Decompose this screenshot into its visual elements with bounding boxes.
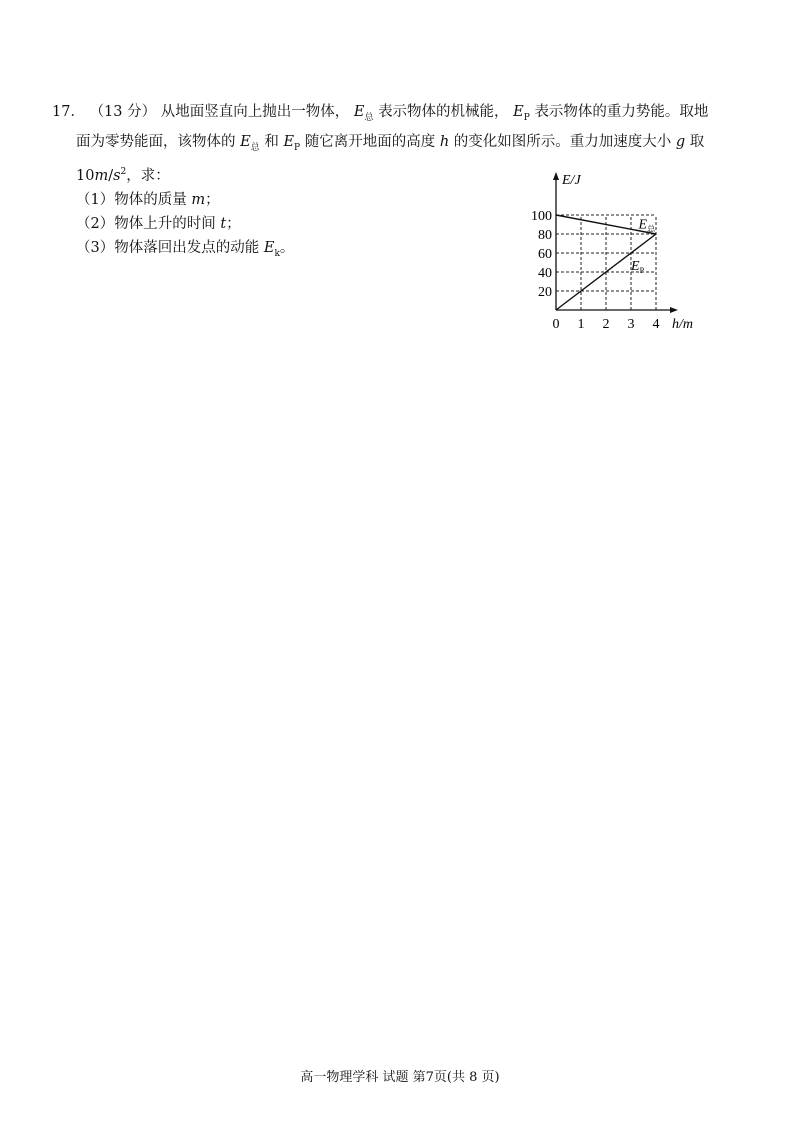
symbol-e-total: E: [240, 133, 251, 150]
unit-exponent: 2: [120, 166, 127, 177]
symbol-e-p: E: [283, 133, 295, 150]
x-axis-arrow: [670, 307, 678, 313]
question-text: 表示物体的机械能，: [378, 104, 509, 120]
symbol-t: t: [220, 215, 227, 232]
question-text: ，求：: [126, 167, 170, 184]
page-footer: 高一物理学科 试题 第7页(共 8 页): [300, 1070, 500, 1085]
y-axis-label: E/J: [562, 173, 581, 188]
symbol-e-total-sub: 总: [364, 112, 374, 123]
y-tick-label: 100: [531, 209, 552, 224]
question-line-1: [52, 100, 752, 130]
symbol-e-total: E: [353, 104, 365, 120]
question-number: 17．: [52, 104, 85, 120]
punctuation: ；: [226, 215, 241, 232]
energy-height-chart: [522, 168, 722, 338]
question-text: 表示物体的重力势能。取地: [534, 104, 709, 120]
question-text: 从地面竖直向上抛出一物体，: [160, 104, 350, 120]
sub-question-label: （1）: [76, 191, 115, 208]
sub-question-text: 物体的质量: [114, 191, 187, 208]
question-line-2: [52, 130, 752, 160]
x-axis-label: h/m: [672, 317, 693, 332]
sub-question-label: （2）: [76, 215, 115, 232]
x-tick-label: 1: [577, 317, 585, 332]
series-label-e-p: $E_P$: [631, 259, 645, 276]
y-axis-arrow: [553, 172, 559, 180]
symbol-e-p-sub: P: [294, 142, 301, 153]
gravity-value: 10: [76, 167, 95, 184]
x-tick-label: 4: [652, 317, 660, 332]
sub-question-label: （3）: [76, 239, 115, 256]
unit-m: m: [94, 167, 109, 184]
x-tick-label: 3: [627, 317, 635, 332]
symbol-e-p: E: [513, 104, 524, 120]
question-text: 面为零势能面，该物体的: [76, 133, 236, 150]
y-tick-label: 60: [538, 247, 552, 262]
unit-s: s: [113, 167, 121, 184]
question-text: 取: [689, 133, 705, 150]
y-tick-label: 40: [538, 266, 552, 281]
symbol-h: h: [439, 133, 450, 150]
punctuation: ；: [205, 191, 220, 208]
punctuation: 。: [279, 239, 295, 256]
symbol-e-k: E: [263, 239, 275, 256]
origin-label: 0: [552, 317, 560, 332]
symbol-e-p-sub: P: [523, 112, 530, 123]
symbol-e-total-sub: 总: [250, 142, 260, 153]
question-line-3: $10m/s^2$，求：: [76, 166, 170, 184]
symbol-e-k-sub: k: [274, 248, 280, 259]
sub-question-text: 物体上升的时间: [114, 215, 216, 232]
question-text: 和: [264, 133, 279, 150]
chart-svg: [522, 168, 722, 338]
y-tick-label: 80: [538, 228, 552, 243]
question-text: 随它离开地面的高度: [304, 133, 436, 150]
series-label-e-total: $E_总$: [638, 217, 656, 234]
symbol-g: g: [675, 133, 686, 150]
question-text: 的变化如图所示。重力加速度大小: [453, 133, 672, 150]
question-score: （13 分）: [89, 104, 157, 120]
x-tick-label: 2: [602, 317, 610, 332]
symbol-m: m: [191, 191, 206, 208]
sub-question-text: 物体落回出发点的动能: [114, 239, 260, 256]
y-tick-label: 20: [538, 285, 552, 300]
